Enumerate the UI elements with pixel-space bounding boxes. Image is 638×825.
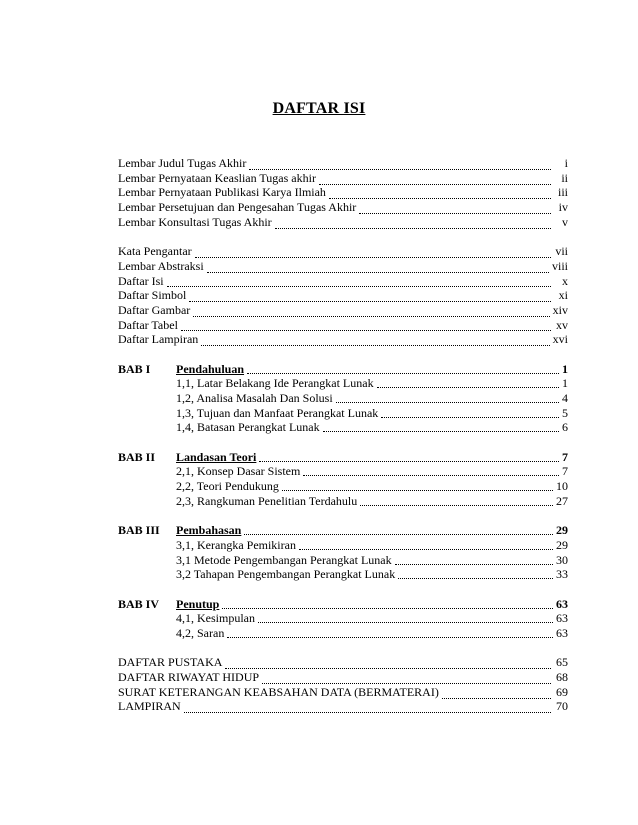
spacer (118, 435, 568, 450)
page-number: vii (555, 244, 568, 259)
toc-entry-label: Lembar Pernyataan Publikasi Karya Ilmiah (118, 185, 326, 200)
section-entry[interactable] (118, 376, 568, 391)
spacer (118, 347, 568, 362)
toc-entry[interactable] (118, 655, 568, 670)
dot-leader (244, 524, 553, 535)
dot-leader (282, 480, 553, 491)
page-number: 70 (556, 699, 568, 714)
dot-leader (359, 203, 551, 214)
dot-leader (189, 291, 551, 302)
section-entry[interactable] (118, 611, 568, 626)
page-number: i (564, 156, 568, 170)
toc-entry[interactable] (118, 699, 568, 714)
spacer (118, 582, 568, 597)
page-number: xi (558, 288, 568, 303)
dot-leader (303, 465, 559, 476)
toc-entry-label: Daftar Gambar (118, 302, 191, 317)
dot-leader (329, 188, 551, 199)
dot-leader (442, 688, 551, 699)
dot-leader (259, 451, 559, 462)
dot-leader (275, 218, 551, 229)
section-label: 1,3, Tujuan dan Manfaat Perangkat Lunak (176, 405, 379, 420)
page-number: 6 (562, 420, 568, 435)
toc-entry[interactable] (118, 185, 568, 200)
dot-leader (262, 673, 551, 684)
page-number: 27 (556, 493, 568, 508)
section-label: 3,1 Metode Pengembangan Perangkat Lunak (176, 552, 392, 567)
page-number: 29 (556, 537, 568, 552)
dot-leader (381, 407, 559, 418)
toc-entry-label: DAFTAR RIWAYAT HIDUP (118, 670, 260, 685)
dot-leader (184, 702, 551, 713)
section-entry[interactable] (118, 553, 568, 568)
chapter-name: Pendahuluan (176, 361, 245, 376)
page-number: 65 (556, 655, 568, 670)
toc-entry-label: Lembar Pernyataan Keaslian Tugas akhir (118, 170, 316, 185)
page-number: 10 (556, 479, 568, 494)
toc-entry-label: LAMPIRAN (118, 699, 181, 714)
toc-entry-label: DAFTAR PUSTAKA (118, 655, 223, 670)
section-entry[interactable] (118, 494, 568, 509)
page-number: 63 (556, 626, 568, 640)
toc-entry[interactable] (118, 156, 568, 171)
dot-leader (398, 568, 553, 579)
toc-entry-label: Daftar Isi (118, 273, 164, 288)
toc-entry[interactable] (118, 288, 568, 303)
dot-leader (249, 159, 551, 170)
page-number: ii (561, 170, 568, 185)
toc-entry[interactable] (118, 332, 568, 347)
dot-leader (323, 421, 559, 432)
chapter-heading[interactable] (118, 450, 568, 465)
chapter-name: Pembahasan (176, 523, 242, 538)
section-label: 2,3, Rangkuman Penelitian Terdahulu (176, 493, 358, 508)
page-number: xvi (552, 332, 568, 347)
toc-entry[interactable] (118, 303, 568, 318)
page-number: v (562, 214, 568, 229)
page-number: 33 (556, 567, 568, 582)
toc-entry-label: Lembar Konsultasi Tugas Akhir (118, 214, 272, 229)
toc-entry-label: Lembar Abstraksi (118, 258, 204, 273)
page-number: x (562, 273, 568, 288)
toc-entry[interactable] (118, 318, 568, 333)
page-number: 63 (556, 611, 568, 626)
chapter-heading[interactable] (118, 597, 568, 612)
section-label: 3,1, Kerangka Pemikiran (176, 537, 296, 552)
page-number: 7 (562, 464, 568, 479)
chapter-code: BAB IV (118, 596, 160, 611)
page-number: viii (551, 258, 568, 273)
toc-entry[interactable] (118, 215, 568, 230)
page-number: 1 (562, 361, 568, 376)
section-entry[interactable] (118, 420, 568, 435)
chapter-code: BAB II (118, 449, 156, 464)
chapter-code: BAB I (118, 361, 151, 376)
section-label: 4,1, Kesimpulan (176, 611, 255, 626)
section-label: 1,2, Analisa Masalah Dan Solusi (176, 391, 333, 405)
toc-entry-label: Daftar Simbol (118, 288, 187, 303)
dot-leader (319, 174, 551, 185)
dot-leader (222, 598, 553, 609)
section-label: 2,2, Teori Pendukung (176, 479, 279, 494)
dot-leader (181, 320, 551, 331)
toc-entry[interactable] (118, 244, 568, 259)
section-entry[interactable] (118, 626, 568, 641)
section-label: 2,1, Konsep Dasar Sistem (176, 464, 301, 479)
chapter-name: Landasan Teori (176, 449, 257, 464)
chapter-name: Penutup (176, 596, 220, 611)
dot-leader (225, 658, 551, 669)
page-number: xiv (552, 302, 568, 317)
section-label: 1,1, Latar Belakang Ide Perangkat Lunak (176, 376, 374, 391)
page-number: iv (558, 200, 568, 215)
page-number: 68 (556, 670, 568, 685)
dot-leader (360, 495, 553, 506)
toc-entry[interactable] (118, 259, 568, 274)
page-number: 30 (556, 552, 568, 567)
dot-leader (201, 335, 549, 346)
toc-entry-label: SURAT KETERANGAN KEABSAHAN DATA (BERMATERAI) (118, 684, 439, 699)
dot-leader (395, 554, 553, 565)
dot-leader (258, 612, 553, 623)
chapter-code: BAB III (118, 523, 160, 538)
toc-entry-label: Lembar Persetujuan dan Pengesahan Tugas Akhir (118, 200, 357, 215)
dot-leader (227, 627, 553, 638)
section-entry[interactable] (118, 479, 568, 494)
dot-leader (193, 306, 549, 317)
page-title: DAFTAR ISI (272, 100, 366, 117)
dot-leader (336, 392, 559, 403)
toc-entry[interactable] (118, 274, 568, 289)
page-number: 5 (562, 405, 568, 420)
section-entry[interactable] (118, 406, 568, 421)
section-label: 3,2 Tahapan Pengembangan Perangkat Lunak (176, 567, 396, 582)
dot-leader (299, 539, 553, 550)
toc-entry-label: Daftar Tabel (118, 317, 178, 332)
section-label: 1,4, Batasan Perangkat Lunak (176, 420, 320, 435)
page-number: xv (556, 317, 568, 332)
dot-leader (207, 262, 549, 273)
section-entry[interactable] (118, 464, 568, 479)
page-number: 1 (562, 376, 568, 391)
page-number: 29 (556, 523, 568, 538)
table-of-contents (118, 156, 568, 714)
toc-entry[interactable] (118, 171, 568, 186)
toc-entry-label: Lembar Judul Tugas Akhir (118, 156, 247, 170)
section-label: 4,2, Saran (176, 626, 225, 640)
spacer (118, 641, 568, 656)
page-number: 63 (556, 596, 568, 611)
dot-leader (377, 377, 559, 388)
toc-entry[interactable] (118, 200, 568, 215)
toc-entry[interactable] (118, 670, 568, 685)
toc-entry[interactable] (118, 685, 568, 700)
dot-leader (195, 247, 551, 258)
dot-leader (167, 276, 551, 287)
spacer (118, 229, 568, 244)
spacer (118, 509, 568, 524)
toc-entry-label: Kata Pengantar (118, 244, 192, 259)
section-entry[interactable] (118, 391, 568, 406)
page-number: 4 (562, 391, 568, 405)
toc-entry-label: Daftar Lampiran (118, 332, 199, 347)
page-number: 7 (562, 449, 568, 464)
chapter-heading[interactable] (118, 362, 568, 377)
section-entry[interactable] (118, 567, 568, 582)
dot-leader (247, 363, 559, 374)
section-entry[interactable] (118, 538, 568, 553)
page-number: 69 (556, 684, 568, 699)
page-number: iii (557, 185, 568, 200)
chapter-heading[interactable] (118, 523, 568, 538)
